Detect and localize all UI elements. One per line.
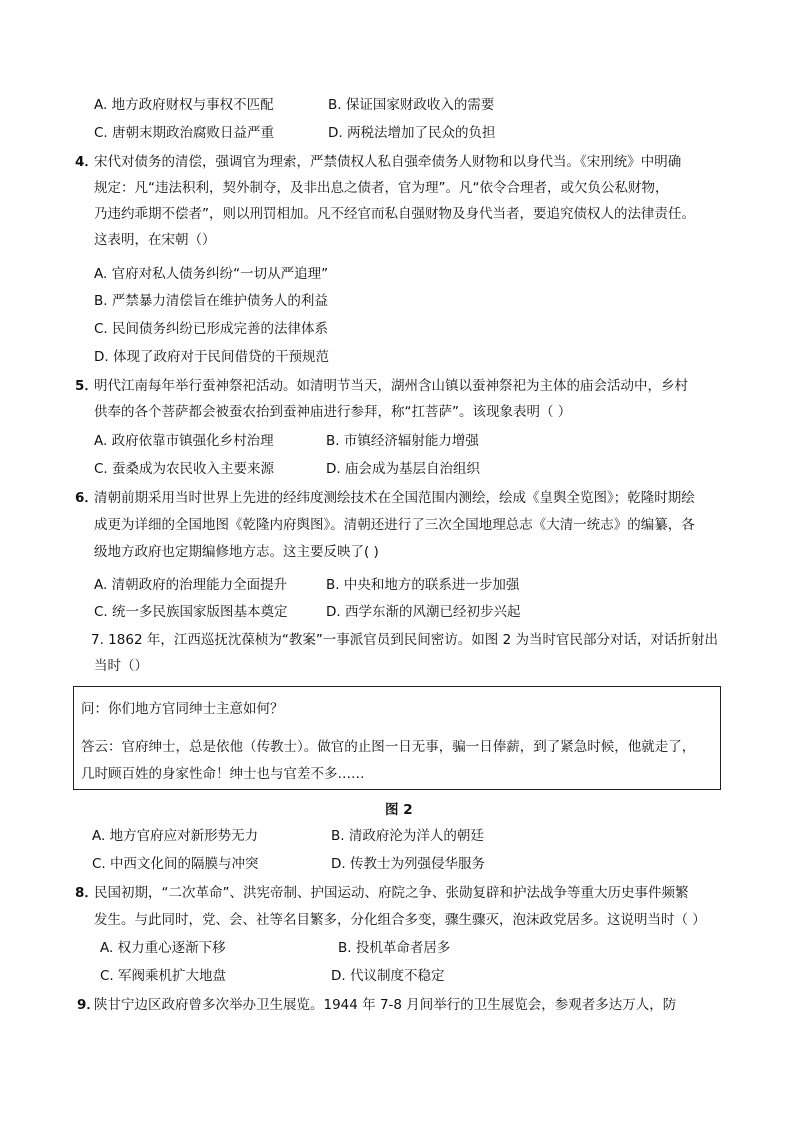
q4-option-c: C. 民间债务纠纷已形成完善的法律体系 bbox=[94, 321, 329, 337]
q6-option-b: B. 中央和地方的联系进一步加强 bbox=[326, 577, 520, 593]
q4-option-d: D. 体现了政府对于民间借贷的干预规范 bbox=[94, 349, 329, 365]
q5-line-1: 明代江南每年举行蚕神祭祀活动。如清明节当天，湖州含山镇以蚕神祭祀为主体的庙会活动中，乡村 bbox=[94, 378, 688, 394]
q9-line-1: 陕甘宁边区政府曾多次举办卫生展览。1944 年 7-8 月间举行的卫生展览会，参观者多达万人，防 bbox=[94, 997, 677, 1013]
q7-option-c: C. 中西文化间的隔膜与冲突 bbox=[92, 856, 259, 872]
q6-option-c: C. 统一多民族国家版图基本奠定 bbox=[94, 604, 288, 620]
q7-line-1: 7. 1862 年，江西巡抚沈葆桢为“教案”一事派官员到民间密访。如图 2 为当时官民部分对话，对话折射出 bbox=[91, 632, 718, 648]
quote-box bbox=[73, 686, 721, 790]
q3-option-b: B. 保证国家财政收入的需要 bbox=[328, 97, 495, 113]
quote-question: 问：你们地方官同绅士主意如何？ bbox=[81, 701, 284, 717]
q5-option-a: A. 政府依靠市镇强化乡村治理 bbox=[94, 433, 274, 449]
q4-option-b: B. 严禁暴力清偿旨在维护债务人的利益 bbox=[94, 293, 328, 309]
q3-option-c: C. 唐朝末期政治腐败日益严重 bbox=[94, 125, 275, 141]
q4-line-3: 乃违约乖期不偿者”，则以刑罚相加。凡不经官而私自强财物及身代当者，要追究债权人的法律责任。 bbox=[94, 206, 695, 222]
q5-option-b: B. 市镇经济辐射能力增强 bbox=[326, 433, 479, 449]
q8-number: 8． bbox=[75, 885, 98, 901]
q6-option-d: D. 西学东渐的风潮已经初步兴起 bbox=[326, 604, 521, 620]
q5-option-c: C. 蚕桑成为农民收入主要来源 bbox=[94, 461, 275, 477]
q3-option-d: D. 两税法增加了民众的负担 bbox=[328, 125, 496, 141]
q4-line-2: 规定：凡“违法积利，契外制夺，及非出息之债者，官为理”。凡“依令合理者，或欠负公私财物， bbox=[94, 180, 669, 196]
q6-option-a: A. 清朝政府的治理能力全面提升 bbox=[94, 577, 288, 593]
q8-option-d: D. 代议制度不稳定 bbox=[331, 968, 445, 984]
q4-number: 4． bbox=[75, 154, 98, 170]
q3-option-a: A. 地方政府财权与事权不匹配 bbox=[94, 97, 274, 113]
q8-line-2: 发生。与此同时，党、会、社等名目繁多，分化组合多变，骤生骤灭，泡沫政党居多。这说明当时（ ） bbox=[94, 912, 706, 928]
q7-option-a: A. 地方官府应对新形势无力 bbox=[92, 828, 259, 844]
q9-number: 9． bbox=[77, 997, 100, 1013]
q5-line-2: 供奉的各个菩萨都会被蚕农抬到蚕神庙进行参拜，称“扛菩萨”。该现象表明（ ） bbox=[94, 404, 572, 420]
q7-option-d: D. 传教士为列强侵华服务 bbox=[331, 856, 485, 872]
quote-answer-line-2: 几时顾百姓的身家性命！绅士也与官差不多…… bbox=[81, 766, 365, 782]
q6-line-3: 级地方政府也定期编修地方志。这主要反映了( ) bbox=[94, 544, 379, 560]
q4-line-4: 这表明，在宋朝（） bbox=[94, 232, 216, 248]
q6-line-1: 清朝前期采用当时世界上先进的经纬度测绘技术在全国范围内测绘，绘成《皇舆全览图》；乾隆时期绘 bbox=[94, 490, 695, 506]
q6-line-2: 成更为详细的全国地图《乾隆内府舆图》。清朝还进行了三次全国地理总志《大清一统志》的编纂，各 bbox=[94, 517, 695, 533]
figure-label: 图 2 bbox=[385, 802, 413, 818]
q5-number: 5． bbox=[75, 378, 98, 394]
q7-option-b: B. 清政府沦为洋人的朝廷 bbox=[331, 828, 484, 844]
quote-answer-line-1: 答云：官府绅士，总是依他（传教士）。做官的止图一日无事，骗一日俸薪，到了紧急时候，他就走了， bbox=[81, 739, 696, 755]
q6-number: 6． bbox=[75, 490, 98, 506]
q8-line-1: 民国初期，“二次革命”、洪宪帝制、护国运动、府院之争、张勋复辟和护法战争等重大历史事件频繁 bbox=[94, 885, 689, 901]
q5-option-d: D. 庙会成为基层自治组织 bbox=[326, 461, 480, 477]
q7-line-2: 当时（） bbox=[94, 658, 148, 674]
q4-option-a: A. 官府对私人债务纠纷“一切从严追理” bbox=[94, 266, 329, 282]
q4-line-1: 宋代对债务的清偿，强调官为理索，严禁债权人私自强牵债务人财物和以身代当。《宋刑统》中明确 bbox=[94, 154, 682, 170]
q8-option-a: A. 权力重心逐渐下移 bbox=[100, 940, 226, 956]
q8-option-b: B. 投机革命者居多 bbox=[338, 940, 451, 956]
q8-option-c: C. 军阀乘机扩大地盘 bbox=[100, 968, 227, 984]
